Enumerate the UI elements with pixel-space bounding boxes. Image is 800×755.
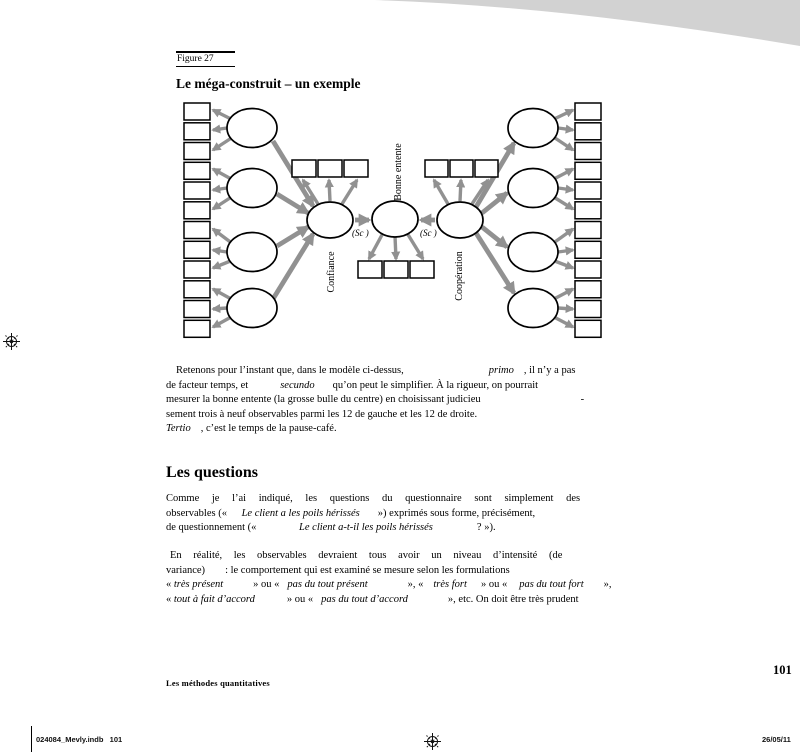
italic-text-segment: pas du tout fort: [519, 579, 584, 590]
observable-indicator-box: [184, 320, 210, 337]
right-latent-ellipses: [508, 109, 558, 328]
registration-mark-icon: [424, 733, 441, 750]
observable-indicator-box: [575, 202, 601, 219]
bonne-entente-label: Bonne entente: [393, 143, 404, 201]
text-segment: » ou «: [286, 593, 314, 605]
right-indicator-column: [575, 103, 601, 337]
text-line: [166, 364, 584, 379]
bonne-entente-ellipse: [372, 201, 418, 237]
text-line: [166, 422, 584, 437]
sc-label-right: (Sc ): [420, 228, 437, 238]
observable-indicator-box: [184, 241, 210, 258]
page-curl-shadow: [0, 0, 800, 48]
observable-indicator-box: [184, 301, 210, 318]
observable-indicator-box: [575, 103, 601, 120]
text-segment: de facteur temps, et: [166, 379, 249, 391]
left-indicator-column: [184, 103, 210, 337]
registration-mark-icon: [3, 333, 20, 350]
observable-indicator-box: [575, 281, 601, 298]
text-segment: Retenons pour l’instant que, dans le modèle ci-dessus,: [176, 365, 404, 376]
confiance-label: Confiance: [326, 251, 337, 293]
italic-text-segment: tout à fait d’accord: [173, 593, 255, 605]
text-line: [166, 564, 612, 579]
observable-indicator-box: [575, 320, 601, 337]
cooperation-label: Coopération: [454, 251, 465, 301]
text-line: [166, 379, 584, 394]
observable-indicator-box: [184, 182, 210, 199]
text-segment: » ou «: [480, 579, 508, 590]
right-indicator-arrows: [552, 110, 573, 327]
indd-file-info: 024084_Mevly.indb 101: [36, 735, 123, 744]
mega-construct-diagram: [176, 96, 616, 348]
confiance-ellipse: [307, 202, 353, 238]
italic-text-segment: très fort: [433, 579, 467, 590]
text-segment: «: [166, 593, 174, 605]
page-number: 101: [773, 663, 792, 677]
text-segment: ») exprimés sous forme, précisément,: [377, 507, 536, 519]
observable-indicator-box: [575, 182, 601, 199]
observable-indicator-box: [575, 222, 601, 239]
crop-mark-line: [31, 726, 32, 752]
figure-title: Le méga-construit – un exemple: [176, 76, 361, 91]
paragraph-en-realite: [166, 549, 612, 607]
italic-text-segment: secundo: [280, 379, 315, 391]
left-indicator-arrows: [213, 110, 233, 327]
figure-label: Figure 27: [176, 51, 235, 67]
sc-label-left: (Sc ): [352, 228, 369, 238]
observable-indicator-box: [184, 103, 210, 120]
text-line: [166, 507, 580, 522]
text-line: [166, 521, 580, 536]
observable-indicator-box: [575, 143, 601, 160]
observable-indicator-box: [184, 202, 210, 219]
text-line: [166, 593, 612, 608]
text-segment: , il n’y a pas: [523, 365, 576, 376]
italic-text-segment: primo: [488, 365, 514, 376]
observable-indicator-box: [184, 143, 210, 160]
section-heading: Les questions: [166, 464, 259, 481]
paragraph-retenons: [166, 364, 584, 437]
text-line: [166, 393, 584, 408]
text-segment: » ou «: [253, 579, 280, 590]
text-line: [166, 578, 612, 593]
text-segment: », «: [407, 579, 424, 590]
observable-indicator-box: [184, 222, 210, 239]
print-date: 26/05/11: [762, 735, 791, 744]
text-segment: », etc. On doit être très prudent: [447, 593, 579, 605]
italic-text-segment: Tertio: [166, 423, 191, 434]
observable-indicator-box: [184, 162, 210, 179]
observable-indicator-box: [184, 281, 210, 298]
italic-text-segment: Le client a les poils hérissés: [241, 507, 360, 519]
text-segment: sement trois à neuf observables parmi les 12 de gauche et les 12 de droite.: [166, 408, 478, 420]
text-segment: »,: [603, 579, 612, 590]
observable-indicator-box: [575, 301, 601, 318]
text-line: [166, 492, 580, 507]
observable-indicator-box: [575, 123, 601, 140]
cooperation-ellipse: [437, 202, 483, 238]
text-segment: : le comportement qui est examiné se mesure selon les formulations: [225, 564, 510, 576]
text-segment: observables («: [166, 507, 230, 519]
text-line: [166, 408, 584, 423]
running-footer: Les méthodes quantitatives: [166, 678, 270, 688]
italic-text-segment: très présent: [173, 579, 224, 590]
paragraph-comme: [166, 492, 580, 536]
italic-text-segment: Le client a-t-il les poils hérissés: [299, 522, 433, 533]
text-segment: qu’on peut le simplifier. À la rigueur, on pourrait: [332, 379, 539, 391]
observable-indicator-box: [184, 123, 210, 140]
text-segment: «: [166, 579, 174, 590]
text-line: [166, 549, 612, 564]
text-segment: , c’est le temps de la pause-café.: [200, 423, 337, 434]
text-segment: ? »).: [476, 522, 496, 533]
text-segment: mesurer la bonne entente (la grosse bulle du centre) en choisissant judicieu: [166, 394, 481, 405]
observable-indicator-box: [575, 241, 601, 258]
observable-indicator-box: [184, 261, 210, 278]
text-segment: -: [580, 394, 585, 405]
text-segment: variance): [166, 564, 206, 576]
italic-text-segment: pas du tout présent: [287, 579, 368, 590]
italic-text-segment: pas du tout d’accord: [321, 593, 408, 605]
text-segment: de questionnement («: [166, 522, 260, 533]
text-segment: En réalité, les observables devraient tous avoir un niveau d’intensité (de: [170, 550, 563, 561]
observable-indicator-box: [575, 261, 601, 278]
left-latent-ellipses: [227, 109, 277, 328]
observable-indicator-box: [575, 162, 601, 179]
text-segment: Comme je l’ai indiqué, les questions du questionnaire sont simplement des: [166, 493, 581, 504]
